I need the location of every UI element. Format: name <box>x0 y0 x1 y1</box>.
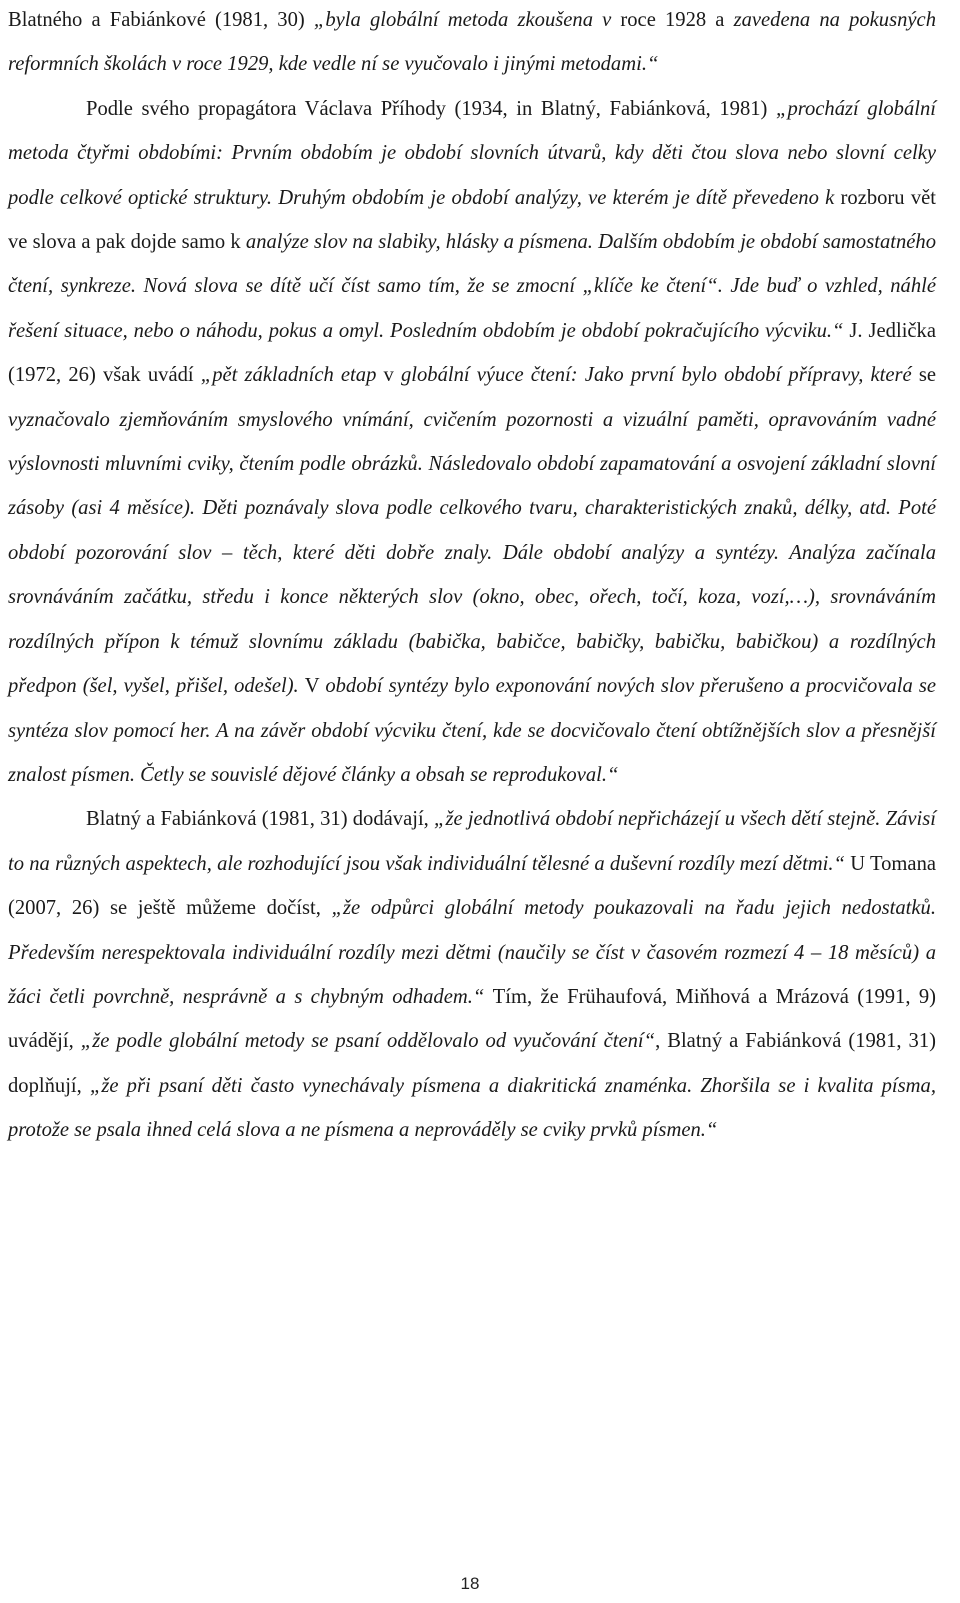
body-text: Tím, že Frühaufová, Miňhová a Mrázová (1991, 9) uvádějí, <box>8 985 936 1053</box>
italic-quote-text: globální výuce čtení: Jako první bylo období přípravy, které <box>400 364 919 387</box>
body-text: Podle svého propagátora Václava Příhody (1934, in Blatný, Fabiánková, 1981) <box>86 97 776 120</box>
paragraph-2 <box>8 87 936 798</box>
italic-quote-text: témuž slovnímu základu (babička, babičce, babičky, babičku, babičkou) a rozdílných předpon (šel, vyšel, přišel, odešel). <box>8 630 936 698</box>
paragraph-3 <box>8 797 936 1152</box>
italic-quote-text: „byla globální metoda zkoušena v <box>313 9 621 31</box>
italic-quote-text: období syntézy bylo exponování nových slov přerušeno a procvičovala se syntéza slov pomocí her. A na závěr období výcviku čtení, kde se docvičovalo čtení obtížnějších slov a přesnější znalost písmen. Četly se souvislé dějové články a obsah se reprodukoval.“ <box>8 675 937 786</box>
italic-quote-text: „prochází globální metoda čtyřmi obdobími: Prvním obdobím je období slovních útvarů, kdy děti čtou slova nebo slovní celky podle celkové optické struktury. Druhým obdobím je období analýzy, ve kterém je dítě převedeno k <box>8 97 936 209</box>
body-text: V <box>304 675 326 698</box>
italic-quote-text: „že odpůrci globální metody poukazovali na řadu jejich nedostatků. Především nerespektovala individuální rozdíly mezi dětmi (naučily se číst v časovém rozmezí 4 – 18 měsíců) a žáci četli povrchně, nesprávně a s chybným odhadem.“ <box>8 897 936 1008</box>
italic-quote-text: „že při psaní děti často vynechávaly písmena a diakritická znaménka. Zhoršila se i kvalita písma, protože se psala ihned celá slova a ne písmena a neprováděly se cviky prvků písmen.“ <box>8 1074 936 1142</box>
body-text: roce 1928 a <box>620 9 734 31</box>
paragraph-1 <box>8 0 936 87</box>
italic-quote-text: vyznačovalo zjemňováním smyslového vnímání, cvičením pozornosti a vizuální paměti, opravováním vadné výslovnosti mluvními cviky, čtením podle obrázků. Následovalo období zapamatování a osvojení základní slovní zásoby (asi 4 měsíce). Děti poznávaly slova podle celkového tvaru, charakteristických znaků, délky, atd. Poté období pozorování slov – těch, které děti dobře znaly. Dále období analýzy a syntézy. Analýza začínala srovnáváním začátku, středu i konce některých slov (okno, obec, ořech, točí, koza, vozí,…), srovnáváním rozdílných přípon k <box>8 408 936 653</box>
italic-quote-text: „že podle globální metody se psaní oddělovalo od vyučování čtení“ <box>80 1030 656 1053</box>
body-text: Blatný a Fabiánková (1981, 31) dodávají, <box>86 808 435 831</box>
body-text: se <box>918 364 936 387</box>
body-text: Blatného a Fabiánkové (1981, 30) <box>8 9 314 31</box>
italic-quote-text: analýze slov na slabiky, hlásky a písmena. Dalším obdobím je období samostatného čtení, synkreze. Nová slova se dítě učí číst samo tím, že se zmocní „klíče ke čtení“. Jde buď o vzhled, náhlé řešení situace, nebo o náhodu, pokus a omyl. Posledním obdobím je období pokračujícího výcviku.“ <box>8 231 936 342</box>
body-text: v <box>383 364 401 387</box>
body-text: rozboru vět ve slova a pak dojde samo k <box>8 186 936 254</box>
body-text: U Tomana (2007, 26) se ještě můžeme dočíst, <box>8 852 937 920</box>
italic-quote-text: zavedena na pokusných reformních školách v roce 1929, kde vedle ní se vyučovalo i jinými metodami.“ <box>8 9 936 76</box>
italic-quote-text: „pět základních etap <box>200 364 384 387</box>
document-page <box>8 0 936 1153</box>
body-text: , Blatný a Fabiánková (1981, 31) doplňují, <box>8 1030 937 1097</box>
page-number: 18 <box>460 1574 480 1593</box>
body-text: J. Jedlička (1972, 26) však uvádí <box>8 319 936 387</box>
italic-quote-text: „že jednotlivá období nepřicházejí u všech dětí stejně. Závisí to na různých aspektech, ale rozhodující jsou však individuální tělesné a duševní rozdíly mezí dětmi.“ <box>8 808 936 875</box>
